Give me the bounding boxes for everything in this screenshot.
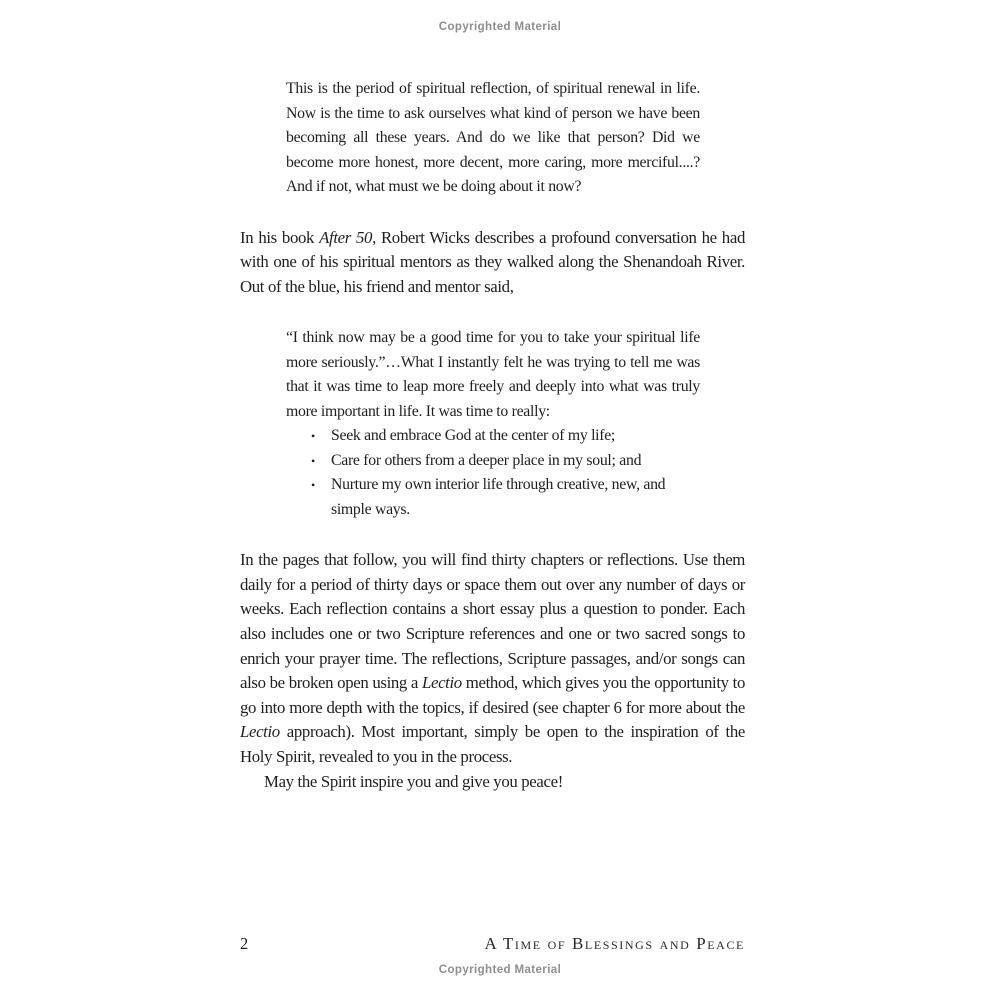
final-sentence: May the Spirit inspire you and give you peace! <box>264 771 563 791</box>
italic-text: Lectio <box>240 722 280 742</box>
book-paragraph <box>240 226 745 300</box>
copyright-notice-top: Copyrighted Material <box>438 21 562 33</box>
page-content <box>240 77 745 794</box>
intro-blockquote: This is the period of spiritual reflection, of spiritual renewal in life. Now is the time to ask ourselves what kind of person we have been becoming all these years. And do we like that person? Did we become more honest, more decent, more caring, more merciful....? And if not, what must we be doing about it now? <box>286 80 700 195</box>
italic-text: Lectio <box>421 673 462 693</box>
page-footer <box>240 934 745 954</box>
text-segment: In the pages that follow, you will find thirty chapters or reflections. Use them daily for a period of thirty days or space them out over any number of days or weeks. Each reflection contains a short essay plus a question to ponder. Each also includes one or two Scripture references and one or two sacred songs to enrich your prayer time. The reflections, Scripture passages, and/or songs can also be broken open using a <box>240 550 745 693</box>
mentor-quote-text: “I think now may be a good time for you to take your spiritual life more seriously.”…What I instantly felt he was trying to tell me was that it was time to leap more freely and deeply into what was truly more important in life. It was time to really: <box>286 329 700 420</box>
text-segment: , Robert Wicks describes a profound conversation he had with one of his spiritual mentors as they walked along the Shenandoah River. Out of the blue, his friend and mentor said, <box>240 227 745 296</box>
bullet-item: • Nurture my own interior life through creative, new, and simple ways. <box>286 473 700 522</box>
text-segment: In his book <box>240 227 320 247</box>
closing-paragraph <box>240 548 745 769</box>
page-number: 2 <box>240 934 249 953</box>
quote-bullet-list <box>286 424 700 522</box>
bullet-item: • Care for others from a deeper place in my soul; and <box>286 449 700 474</box>
italic-text: After 50 <box>319 227 373 247</box>
running-title: A Time of Blessings and Peace <box>484 934 745 953</box>
mentor-blockquote <box>286 326 700 522</box>
text-segment: method, which gives you the opportunity to go into more depth with the topics, if desired (see chapter 6 for more about the <box>240 673 745 717</box>
text-segment: approach). Most important, simply be open to the inspiration of the Holy Spirit, revealed to you in the process. <box>240 722 745 767</box>
bullet-item: • Seek and embrace God at the center of my life; <box>286 424 700 449</box>
copyright-notice-bottom: Copyrighted Material <box>438 964 562 976</box>
